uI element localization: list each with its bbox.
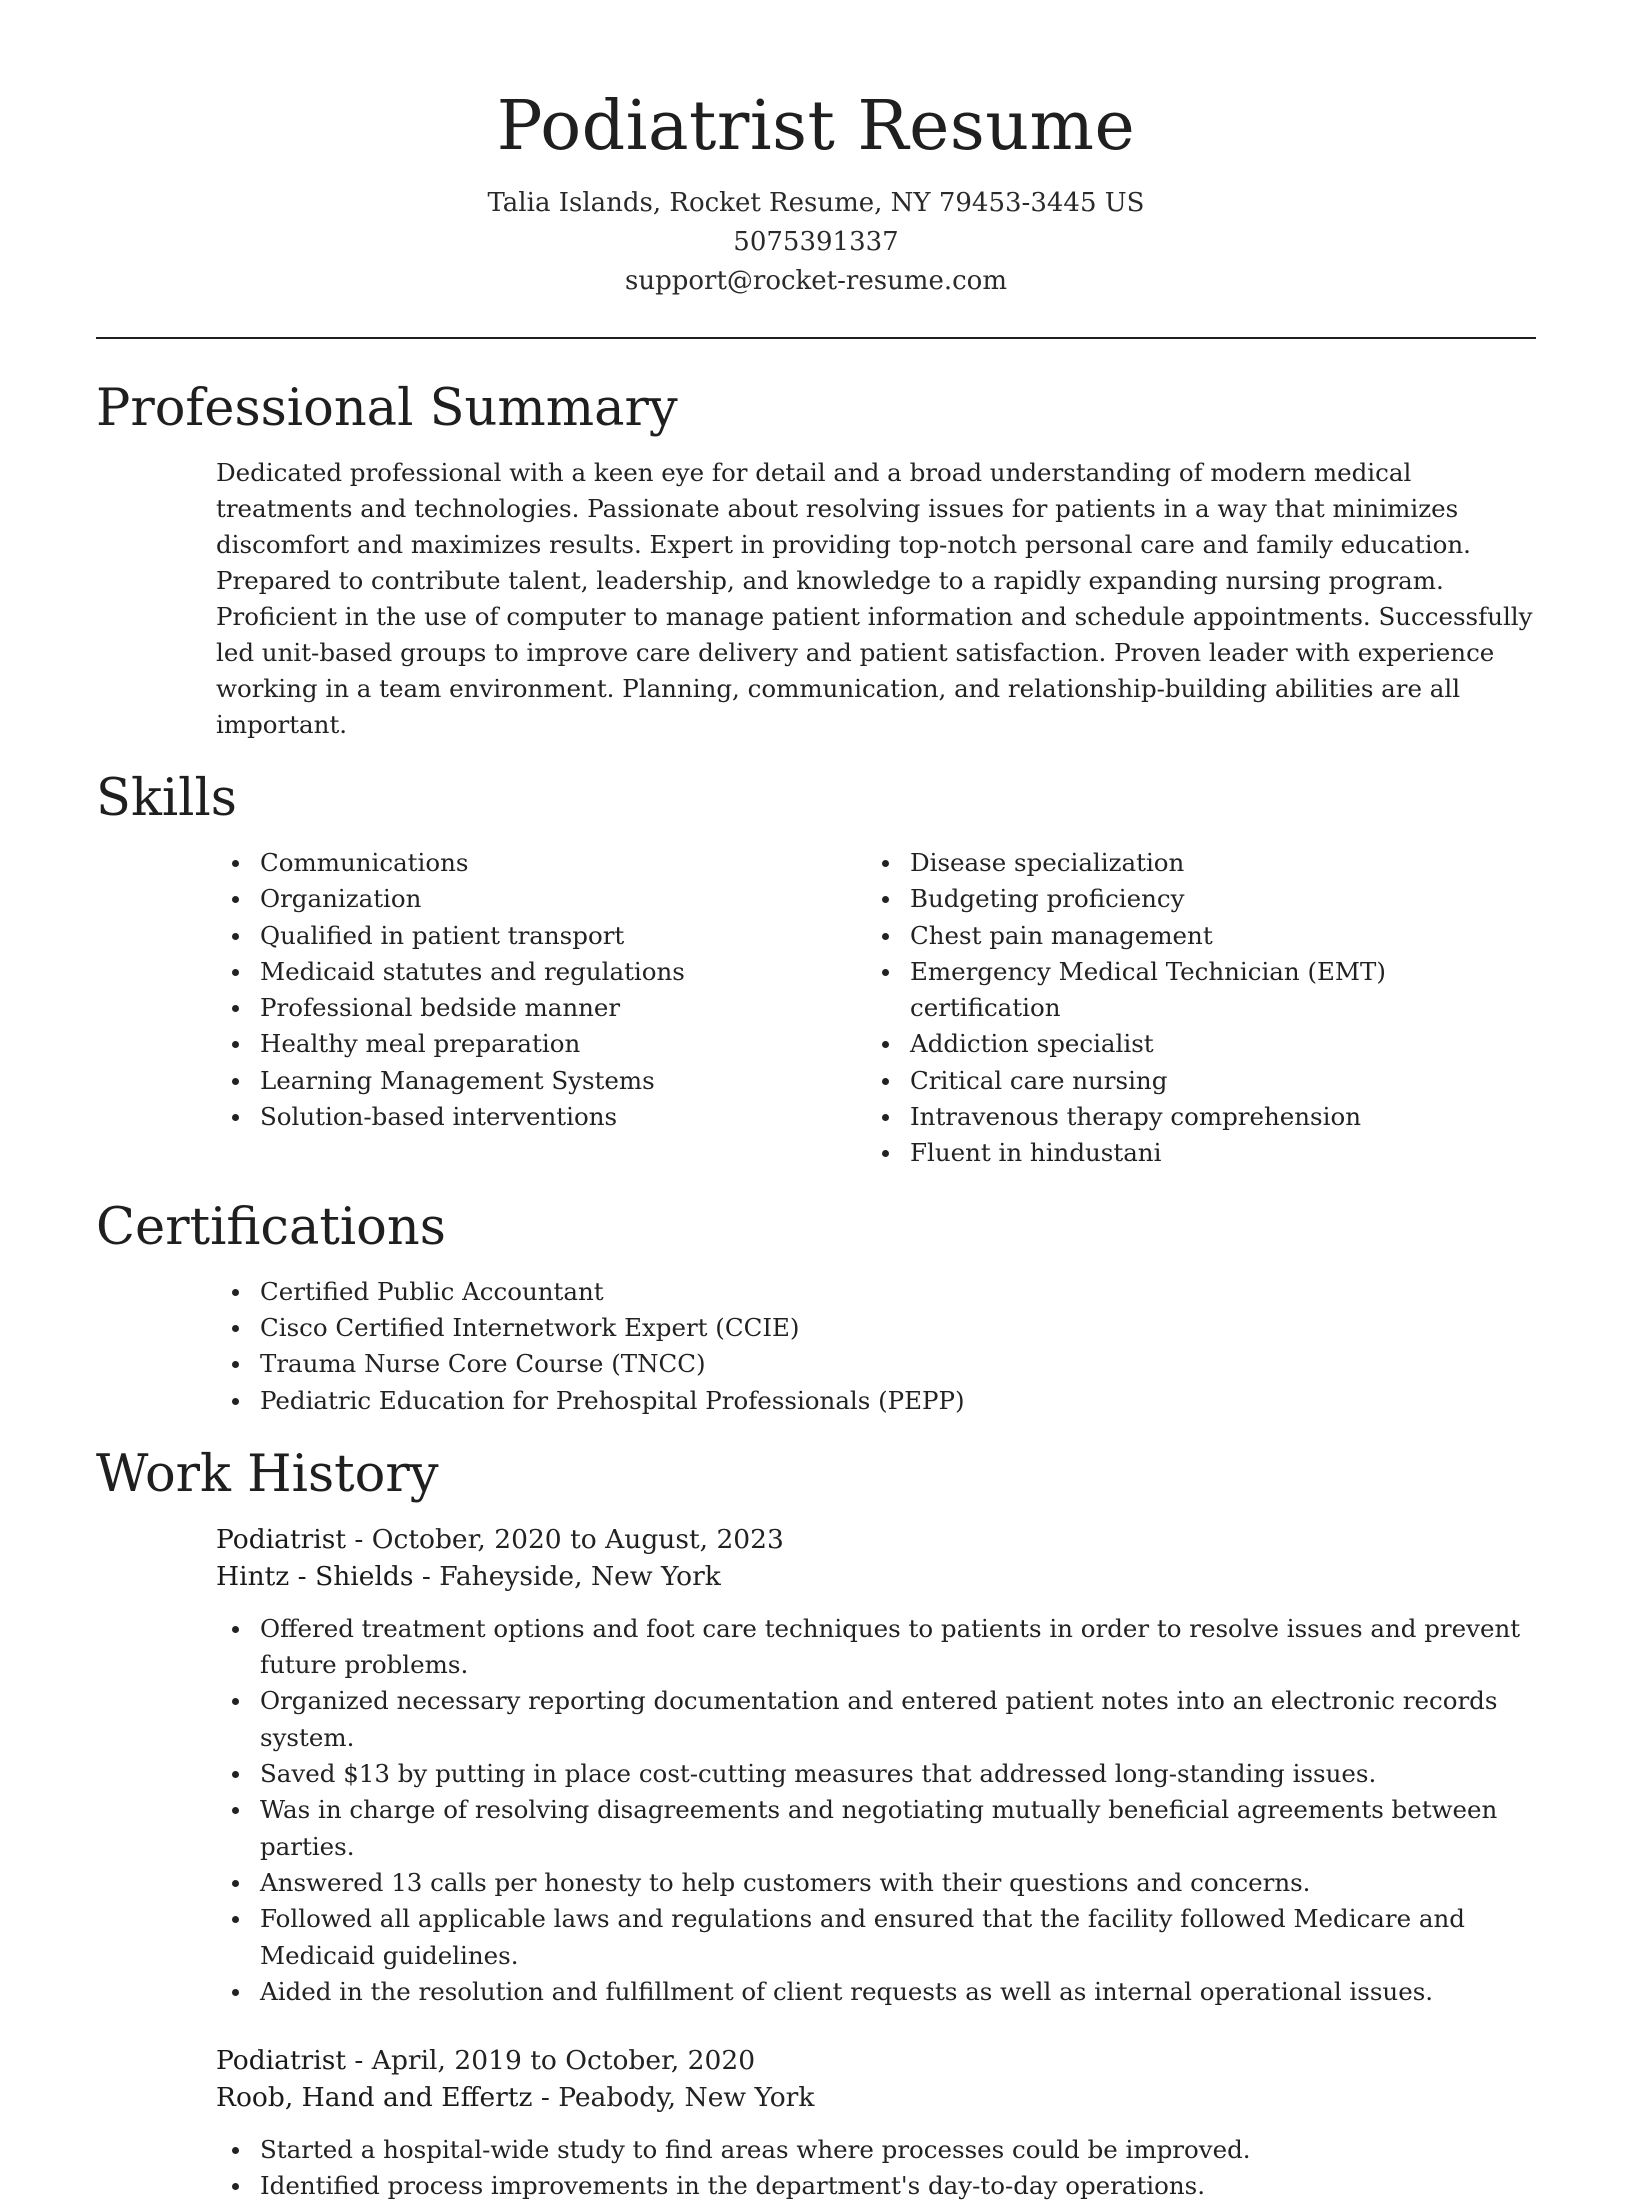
summary-text: Dedicated professional with a keen eye for detail and a broad understanding of modern medical treatments and technologies. Passionate about resolving issues for patients in a way that minimizes discomfort and maximizes results. Expert in providing top-notch personal care and family education. Prepared to contribute talent, leadership, and knowledge to a rapidly expanding nursing program. Proficient in the use of computer to manage patient information and schedule appointments. Successfully led unit-based groups to improve care delivery and patient satisfaction. Proven leader with experience working in a team environment. Planning, communication, and relationship-building abilities are all important. xyxy=(216,458,1533,739)
job-title-line xyxy=(216,2042,1536,2079)
skills-left-list xyxy=(216,845,866,1172)
skills-section xyxy=(96,767,1536,1172)
skill-item: Budgeting proficiency xyxy=(866,881,1516,917)
skills-columns xyxy=(216,845,1536,1172)
job-bullet: Offered treatment options and foot care techniques to patients in order to resolve issues and prevent future problems. xyxy=(216,1611,1536,1684)
skill-item: Fluent in hindustani xyxy=(866,1135,1516,1171)
job-title-line xyxy=(216,1521,1536,1558)
resume-title: Podiatrist Resume xyxy=(496,87,1136,166)
skill-item: Organization xyxy=(216,881,866,917)
skill-item: Communications xyxy=(216,845,866,881)
job-employer-line xyxy=(216,2079,1536,2116)
certifications-list xyxy=(216,1274,1536,1419)
certification-item: Certified Public Accountant xyxy=(216,1274,1536,1310)
job-bullet: Aided in the resolution and fulfillment of client requests as well as internal operational issues. xyxy=(216,1974,1536,2010)
job-bullet: Organized necessary reporting documentation and entered patient notes into an electronic records system. xyxy=(216,1683,1536,1756)
work-history-section xyxy=(96,1443,1536,2205)
summary-section xyxy=(96,377,1536,743)
skill-item: Professional bedside manner xyxy=(216,990,866,1026)
email: support@rocket-resume.com xyxy=(624,266,1007,296)
skill-item: Intravenous therapy comprehension xyxy=(866,1099,1516,1135)
job-bullet: Started a hospital-wide study to find areas where processes could be improved. xyxy=(216,2132,1536,2168)
resume-header xyxy=(96,0,1536,301)
job-role: Podiatrist xyxy=(216,1523,346,1555)
resume-page xyxy=(96,0,1536,2201)
job-bullet: Was in charge of resolving disagreements and negotiating mutually beneficial agreements between parties. xyxy=(216,1792,1536,1865)
skill-item: Medicaid statutes and regulations xyxy=(216,954,866,990)
skill-item: Emergency Medical Technician (EMT) certification xyxy=(866,954,1516,1027)
skill-item: Addiction specialist xyxy=(866,1026,1516,1062)
job-entry xyxy=(216,1521,1536,2010)
job-bullet: Followed all applicable laws and regulations and ensured that the facility followed Medicare and Medicaid guidelines. xyxy=(216,1901,1536,1974)
job-role: Podiatrist xyxy=(216,2045,346,2077)
skill-item: Chest pain management xyxy=(866,918,1516,954)
job-employer-line xyxy=(216,1558,1536,1595)
job-bullet: Answered 13 calls per honesty to help customers with their questions and concerns. xyxy=(216,1865,1536,1901)
certification-item: Trauma Nurse Core Course (TNCC) xyxy=(216,1346,1536,1382)
certification-item: Cisco Certified Internetwork Expert (CCIE) xyxy=(216,1310,1536,1346)
skill-item: Learning Management Systems xyxy=(216,1063,866,1099)
work-history-heading: Work History xyxy=(96,1444,439,1504)
skill-item: Disease specialization xyxy=(866,845,1516,881)
skills-right-list xyxy=(866,845,1516,1172)
skill-item: Healthy meal preparation xyxy=(216,1026,866,1062)
summary-heading: Professional Summary xyxy=(96,379,678,438)
certifications-section xyxy=(96,1196,1536,1419)
skills-heading: Skills xyxy=(96,769,237,828)
job-dates: - April, 2019 to October, 2020 xyxy=(346,2045,756,2077)
job-bullets xyxy=(216,2132,1536,2205)
job-employer: Roob, Hand and Effertz xyxy=(216,2082,533,2114)
skill-item: Critical care nursing xyxy=(866,1063,1516,1099)
job-bullet: Saved $13 by putting in place cost-cutting measures that addressed long-standing issues. xyxy=(216,1756,1536,1792)
job-entry xyxy=(216,2042,1536,2205)
skill-item: Solution-based interventions xyxy=(216,1099,866,1135)
address: Talia Islands, Rocket Resume, NY 79453-3445 US xyxy=(487,188,1145,218)
job-location: - Faheyside, New York xyxy=(413,1560,721,1592)
certifications-heading: Certifications xyxy=(96,1197,446,1257)
job-bullet: Identified process improvements in the department's day-to-day operations. xyxy=(216,2168,1536,2204)
job-employer: Hintz - Shields xyxy=(216,1560,414,1592)
job-location: - Peabody, New York xyxy=(532,2082,815,2114)
job-dates: - October, 2020 to August, 2023 xyxy=(346,1523,784,1555)
certification-item: Pediatric Education for Prehospital Professionals (PEPP) xyxy=(216,1383,1536,1419)
job-bullets xyxy=(216,1611,1536,2010)
phone: 5075391337 xyxy=(733,227,899,257)
header-divider xyxy=(96,337,1536,339)
skill-item: Qualified in patient transport xyxy=(216,918,866,954)
